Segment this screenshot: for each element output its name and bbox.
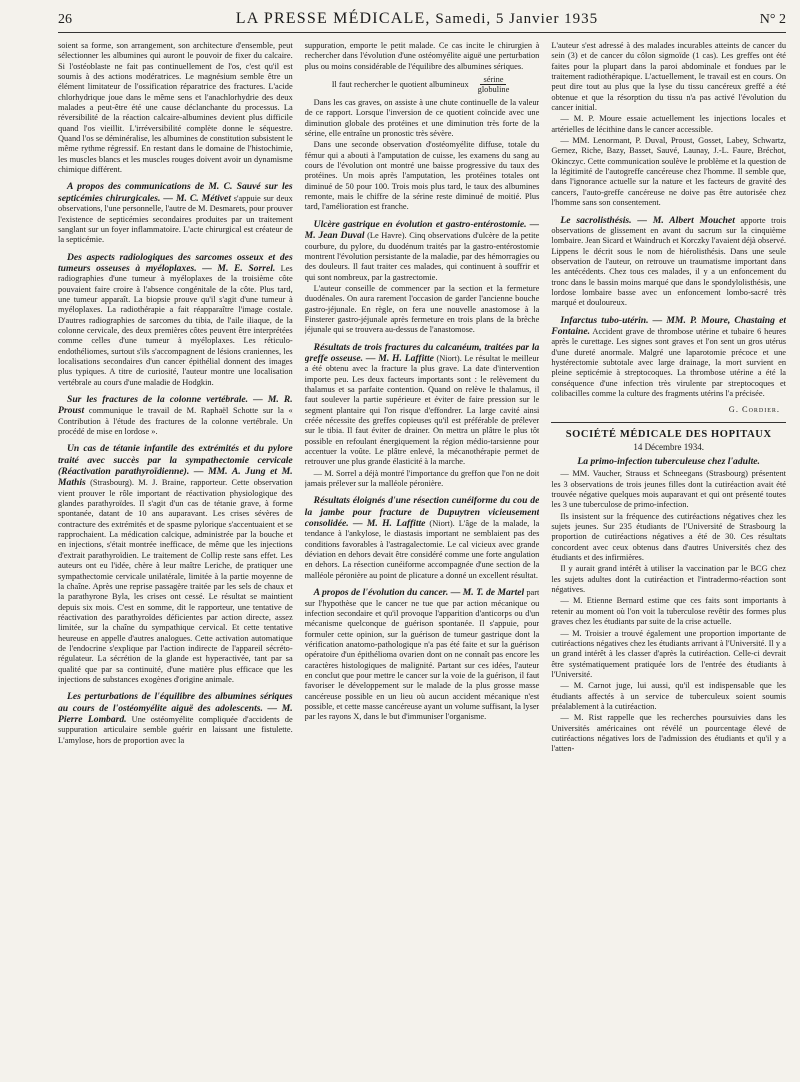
article-heading: A propos de l'évolution du cancer. — M. T. de Martel [313, 587, 525, 599]
masthead [98, 10, 736, 28]
issue-number: N° 2 [759, 12, 786, 27]
article [58, 252, 293, 388]
paragraph: soient sa forme, son arrangement, son architecture d'ensemble, peut sélectionner les albumines qui auront le pouvoir de fixer du calcaire. Si l'ostéoblaste ne fait pas continuellement de l'os, c'est qu'il est soumis à des actions modératrices. Le magnésium semble être un élément limitateur de l'ossification réparatrice des fractures. L'acide chlorhydrique joue dans le même sens et l'anachlorhydrie des deux malades a peut-être été une cause déclanchante du processus. La réversibilité de la réaction calcaire-albumines devient plus difficile quand l'os vieillit. L'irréversibilité complète donne le séquestre. Quand l'os se déminéralise, les albumines de constitution subsistent le même rythme régressif. En restant dans le domaine de l'histochimie, les muscles blancs et les muscles rouges doivent avoir un dynamisme chimique différent. [58, 41, 293, 175]
page-number: 26 [58, 12, 72, 27]
paragraph: — M. Troisier a trouvé également une proportion importante de cutiréactions négatives chez les étudiants arrivant à l'Université. Il y a un grand intérêt à les classer d'après la cutiréaction. Celle-ci devrait être systématiquement pratiquée lors de l'entrée des étudiants à l'Université. [551, 628, 787, 679]
paragraph: part sur l'hypothèse que le cancer ne tue que par action mécanique ou infection secondaire et qu'il provoque l'apparition d'anticorps ou d'un mécanisme quelconque de guérison spontanée. Il s'appuie, pour formuler cette opinion, sur la guérison de tumeur gastrique dont la vérification anatomo-pathologique n'a pas été faite et sur la guérison opératoire d'un épithélioma ovarien dont on ne connaît pas encore les caractères histologiques de malignité. Partant sur ces idées, l'auteur en conclut que pour mettre le cancer sur la voie de la guérison, il faut favoriser le développement sur le malade de la plus grosse masse cancéreuse possible en un lieu où aucun accident mécanique n'est possible, et cette masse cancéreuse ayant un volume suffisant, la lyser par les rayons X, dans le but d'immuniser l'organisme. [304, 588, 540, 722]
fraction [475, 75, 513, 94]
paragraph: s'appuie sur deux observations, l'une personnelle, l'autre de M. Desmarets, pour prouver l'existence de septicémies secondaires produites par un traitement sanglant sur un foyer inflammatoire. L'acte chirurgical est créateur de la septicémie. [58, 193, 293, 245]
paragraph: suppuration, emporte le petit malade. Ce cas incite le chirurgien à rechercher dans l'évolution d'une ostéomyélite aiguë une perturbation plus ou moins considérable de l'équilibre des albumines sériques. [304, 41, 540, 71]
column-2 [305, 41, 540, 1081]
paragraph: (Niort). L'âge de la malade, la tendance à l'ankylose, le diastasis important ne semblaient pas des conditions favorables à l'astragalectomie. Le cal vicieux avec grande déviation en dehors devait être considéré comme une forte angulation en dehors. La résection cunéiforme accompagnée d'une section de la malléole péronière au point de plicature a donné un excellent résultat. [304, 519, 540, 580]
paper-title: LA PRESSE MÉDICALE, [235, 10, 431, 27]
paragraph: L'auteur s'est adressé à des malades incurables atteints de cancer du sein (3) et de cancer du côlon sigmoïde (1 cas). Les greffes ont été faites pour la plupart dans la paroi abdominale et fondues par le traitement radiothérapique. L'actuellement, le travail est en cours. On peut dire tout au plus que la lyse du tissu cancéreux greffé a été obtenue et que la résorption du tissu n'a pas activé l'évolution du cancer initial. [551, 41, 787, 113]
albumin-quotient-formula [305, 75, 540, 94]
article-heading: Infarctus tubo-utérin. — MM. P. Moure, Chastaing et Fontaine. [551, 314, 787, 337]
article-heading: Résultats de trois fractures du calcanéum, traitées par la greffe osseuse. — M. H. Laffitte [304, 341, 540, 364]
paragraph: Il y aurait grand intérêt à utiliser la vaccination par le BCG chez les sujets adultes dont la cutiréaction et l'intradermo-réaction sont négatives. [551, 564, 787, 595]
author-signature: G. Cordier. [728, 405, 781, 415]
column-1 [58, 41, 293, 1081]
article [305, 219, 540, 336]
paragraph: — MM. Vaucher, Strauss et Schneegans (Strasbourg) présentent les 3 observations de trois jeunes filles dont la cutiréaction avait été trouvée négative quelques mois auparavant et qui ont présenté toutes les 3 une tuberculose de primo-infection. [551, 469, 787, 510]
article-heading: Des aspects radiologiques des sarcomes osseux et des tumeurs osseuses à myéloplaxes. — M. E. Sorrel. [58, 251, 293, 274]
fraction-denominator: globuline [477, 85, 510, 95]
paragraph: (Strasbourg). M. J. Braine, rapporteur. Cette observation vient prouver le rôle important de réactivation physiologique des glandes parathyroïdes. Il s'agit d'un cas de tétanie grave, à forme spontanée, datant de 10 ans auparavant. Les crises sévères de contracture des extrémités et de spasme pylorique s'accentuaient et se rapprochaient. La médication calcique, administrée par la bouche et en injections, s'était montrée inefficace, de même que les injections d'extrait parathyroïdien. Le traitement de Collip reste sans effet. Les auteurs ont eu l'idée, chère à leur maître Leriche, de pratiquer une sympathectomie cervicale unilatérale, limitée à la partie moyenne de la chaîne. Après une reprise passagère traitée par les sels de chaux et la parathyrone Byla, les crises ont cessé. Le résultat se maintient depuis six mois. C'est en somme, dit le rapporteur, une tentative de réactivation des parathyroïdes déficientes par action directe, assez limitée, sur la chaîne du sympathique cervical. Et cette tentative heureuse en appelle d'autres analogues. Cette activation automatique de l'endocrine s'explique par l'action indirecte de l'appareil sécréto-régulateur. La sécrétion de la glande est hyperactivée, tant par sa qualité que par sa continuité, d'une matière plus efficace que les injections de substances exogènes d'origine animale. [58, 478, 293, 684]
paragraph: Dans les cas graves, on assiste à une chute continuelle de la valeur de ce rapport. Lorsque l'inversion de ce quotient coïncide avec une diminution globale des protéines et une diminution très forte de la sérine, elle entraîne un pronostic très sévère. [304, 98, 540, 139]
article-heading: Sur les fractures de la colonne vertébrale. — M. R. Proust [58, 394, 293, 417]
paragraph: — M. Sorrel a déjà montré l'importance du greffon que l'on ne doit jamais prélever sur la malléole péronière. [304, 468, 540, 489]
fraction-numerator: sérine [480, 75, 506, 85]
paragraph: Ils insistent sur la fréquence des cutiréactions négatives chez les sujets jeunes. Sur 235 étudiants de l'Université de Strasbourg la proportion de cutiréactions négatives a été de 30. Ces résultats concordent avec ceux obtenus dans d'autres Universités chez des étudiants et des infirmières. [551, 511, 787, 563]
society-subtitle: La primo-infection tuberculeuse chez l'adulte. [577, 456, 760, 468]
article [551, 215, 786, 309]
paragraph: Une ostéomyélite compliquée d'accidents de suppuration articulaire semble guérir en laissant une fistulette. L'amylose, hors de proportion avec la [58, 714, 293, 745]
paragraph: — M. P. Moure essaie actuellement les injections locales et artérielles de lécithine dans le cancer accessible. [551, 114, 787, 134]
article-heading: Les perturbations de l'équilibre des albumines sériques au cours de l'ostéomyélite aiguë des adolescents. — M. Pierre Lombard. [58, 691, 293, 725]
paragraph: Les radiographies d'une tumeur à myéloplaxes de la troisième côte pouvaient faire croire à l'absence congénitale de la côte. Plus tard, une tumeur apparaît. La biopsie prouve qu'il s'agit d'une tumeur à myéloplaxes. La radiothérapie a fait réapparaître l'image costale. D'autres radiographies de sarcomes du tibia, de l'aile iliaque, de la colonne cervicale, des deux premières côtes peuvent être interprétées comme celles d'une tumeur à myéloplaxes. Les réticulo-endothéliomes, surtout s'ils s'accompagnent de lésions craniennes, les localisations secondaires d'un cancer épithélial donnent des images plus typiques. A titre de curiosité, l'auteur montre une localisation vertébrale au cours d'une maladie de Hodgkin. [58, 263, 293, 387]
paragraph: — M. Rist rappelle que les recherches poursuivies dans les Universités américaines ont révélé un pourcentage élevé de cutiréactions négatives lors de l'admission des étudiants et qu'il y a l'atten- [551, 713, 787, 754]
page-header [58, 10, 786, 33]
article [305, 342, 540, 490]
paragraph: — M. Carnot juge, lui aussi, qu'il est indispensable que les étudiants affectés à un service de tuberculeux soient soumis préalablement à la cutiréaction. [551, 681, 787, 711]
society-date: 14 Décembre 1934. [633, 442, 705, 453]
article [551, 315, 786, 400]
paragraph: apporte trois observations de glissement en avant du sacrum sur la cinquième lombaire. Jean Sicard et Waindruch et Korczky l'avaient déjà observé. Lippens le décrit sous le nom de hiérolisthésis. Dans une seule observation de l'auteur, on retrouve un traumatisme important dans les antécédents. Chez tous ces malades, il y a un enfoncement du tronc dans le bassin moins marqué que dans le spondylolisthésis, une lordose lombaire basse avec un enfoncement lombo-sacré très marqué et douloureux. [551, 215, 787, 308]
column-3 [551, 41, 786, 1081]
paragraph: Dans une seconde observation d'ostéomyélite diffuse, totale du fémur qui a abouti à l'amputation de cuisse, les examens du sang au cours de l'évolution ont montré une baisse progressive du taux des protéines. Un mois après l'amputation, les protéines totales ont diminué de 50 pour 100. Trois mois plus tard, le taux des albumines remonte, mais le chiffre de la sérine reste diminué de moitié. Plus tard, l'amélioration est franche. [304, 140, 540, 212]
formula-lead: Il faut rechercher le quotient albumineux [331, 80, 469, 90]
section-divider [551, 422, 786, 423]
paragraph: (Le Havre). Cinq observations d'ulcère de la petite courbure, du pylore, du duodénum traités par la gastro-entérostomie montrent l'évolution persistante de la maladie, par des hémorragies ou des douleurs. Il faut traiter ces malades, qui continuent à souffrir et qui sont nombreux, par la gastrectomie. [304, 231, 540, 282]
article [305, 587, 540, 722]
paragraph: communique le travail de M. Raphaël Schotte sur la « Contribution à l'étude des fractures de la colonne vertébrale. Un procédé de mise en lordose ». [58, 406, 293, 437]
article-heading: Résultats éloignés d'une résection cunéiforme du cou de la jambe pour fracture de Dupuytren vicieusement consolidée. — M. H. Laffitte [304, 495, 540, 530]
article [58, 691, 293, 746]
issue-date: Samedi, 5 Janvier 1935 [435, 11, 599, 27]
article-heading: Ulcère gastrique en évolution et gastro-entérostomie. — M. Jean Duval [304, 218, 540, 242]
paragraph: — MM. Lenormant, P. Duval, Proust, Gosset, Labey, Schwartz, Gernez, Riche, Bazy, Basset, Sauvé, Launay, J.-L. Faure, Bréchot, Okinczyc. Cette communication soulève le problème et la question de la légitimité de l'autogreffe cancéreuse chez l'homme. Il semble que, dans l'ignorance actuelle sur la nature et les facteurs de gravité des cancers, l'auto-greffe cancéreuse ne doive pas être autorisée chez l'homme sans son consentement. [551, 136, 787, 208]
article [58, 443, 293, 685]
paragraph: (Niort). Le résultat le meilleur a été obtenu avec la fracture la plus grave. La date d'intervention importe peu. Les deux facteurs importants sont : le relèvement du thalamus et sa parfaite contention. Quand on relève le thalamus, il faut soulever la partie supérieure et éviter de faire pression sur le segment plantaire qui l'on risque d'effondrer. La large cavité ainsi créée nécessite des greffes copieuses qu'il est préférable de prélever sur le tibia. Il faut éviter de drainer. On mettra un plâtre le plus tôt possible en refoulant énergiquement la région médio-tarsienne pour accentuer la voûte. Le plâtre enlevé, la mécanothérapie permet de retrouver une plus grande élasticité à la marche. [304, 353, 540, 467]
article-heading: A propos des communications de M. C. Sauvé sur les septicémies chirurgicales. — M. C. Métivet [58, 181, 293, 204]
paragraph: L'auteur conseille de commencer par la section et la fermeture duodénales. On aura rarement l'occasion de garder l'ancienne bouche gastro-jéjunale. En règle, on fera une nouvelle anastomose à la Finsterer gastro-jéjunale après fermeture en trois plans de la brèche jéjunale qui se trouvera au-dessus de l'anastomose. [304, 283, 540, 335]
article-heading: Le sacrolisthésis. — M. Albert Mouchet [560, 214, 735, 226]
article [58, 181, 293, 245]
article-heading: Un cas de tétanie infantile des extrémités et du pylore traité avec succès par la sympathectomie cervicale (Réactivation parathyroïdienne). — MM. A. Jung et M. Mathis [58, 443, 293, 489]
text-columns [58, 41, 786, 1081]
article [305, 495, 540, 581]
paragraph: — M. Etienne Bernard estime que ces faits sont importants à retenir au moment où l'on voit la tuberculose revêtir des formes plus graves chez les étudiants par suite de la crise actuelle. [551, 596, 787, 627]
paragraph: Accident grave de thrombose utérine et tubaire 6 heures après le curettage. Les signes sont graves et l'on sent un gros utérus d'une dureté anormale. Malgré une laparotomie précoce et une hystérectomie subtotale avec large drainage, la mort survient en pleine septicémie à streptocoques. La thrombose utérine a été la conséquence d'une infection très virulente par streptocoques et colibacilles comme la culture des fragments utérins l'a précisée. [551, 326, 787, 398]
article [58, 394, 293, 437]
society-title: SOCIÉTÉ MÉDICALE DES HOPITAUX [565, 429, 772, 441]
